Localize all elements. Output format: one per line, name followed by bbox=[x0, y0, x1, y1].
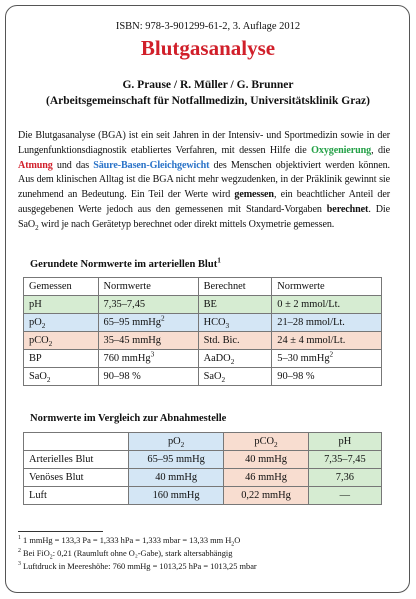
keyword-berechnet: berechnet bbox=[326, 203, 369, 215]
cell-text: AaDO bbox=[203, 353, 231, 364]
cell-text: HCO bbox=[203, 317, 226, 328]
footnote-text: 1 mmHg = 133,3 Pa = 1,333 hPa = 1,333 mbar = 13,33 mm H bbox=[23, 536, 232, 545]
keyword-gemessen: gemessen bbox=[234, 189, 274, 201]
cell bbox=[198, 350, 272, 368]
cell bbox=[98, 314, 198, 332]
cell-text: SaO bbox=[203, 371, 222, 382]
cell: — bbox=[308, 487, 381, 505]
keyword-atmung: Atmung bbox=[18, 159, 53, 171]
cell-text: 65–95 mmHg bbox=[103, 317, 161, 328]
intro-text: . Die SaO bbox=[18, 203, 390, 230]
subscript: 2 bbox=[180, 441, 185, 450]
cell-text: pO bbox=[29, 317, 42, 328]
footnote-ref: 2 bbox=[329, 350, 334, 359]
subscript: 3 bbox=[225, 322, 230, 331]
subscript: 2 bbox=[231, 541, 235, 548]
cell bbox=[24, 314, 99, 332]
subscript: 2 bbox=[41, 322, 46, 331]
intro-text: , ein beachtlicher Anteil der ausgegebenen Werte jedoch aus den gemessenen mit Standard-Vorgaben bbox=[18, 189, 390, 215]
cell bbox=[272, 350, 382, 368]
isbn-line: ISBN: 978-3-901299-61-2, 3. Auflage 2012 bbox=[115, 21, 301, 32]
cell bbox=[198, 314, 272, 332]
sampling-site-comparison-table bbox=[23, 432, 382, 505]
cell-text: 21–28 mmol/Lt. bbox=[277, 317, 345, 328]
column-header: Normwerte bbox=[272, 278, 382, 296]
footnote-ref: 1 bbox=[217, 255, 221, 265]
subscript: 2 bbox=[221, 376, 226, 385]
cell bbox=[198, 332, 272, 350]
cell: 7,36 bbox=[308, 469, 381, 487]
cell bbox=[272, 314, 382, 332]
subscript: 2 bbox=[230, 358, 235, 367]
cell bbox=[24, 350, 99, 368]
subscript: 2 bbox=[35, 223, 39, 232]
cell-text: 760 mmHg bbox=[103, 353, 151, 364]
table-row bbox=[24, 350, 382, 368]
cell: 40 mmHg bbox=[224, 451, 308, 469]
footnote-number: 1 bbox=[18, 535, 21, 542]
cell-text: 5–30 mmHg bbox=[277, 353, 330, 364]
intro-text: Die Blutgasanalyse (BGA) ist ein seit Jahren in der Intensiv- und Sportmedizin sowie in der Lungenfunktionsdiagnostik etabliertes Verfahren, mit dessen Hilfe die bbox=[18, 130, 390, 156]
cell bbox=[24, 332, 99, 350]
table-header-row bbox=[24, 433, 382, 451]
footnote-text: Luftdruck in Meereshöhe: 760 mmHg = 1013,25 hPa = 1013,25 mbar bbox=[23, 562, 257, 571]
cell bbox=[272, 332, 382, 350]
cell-text: 24 ± 4 mmol/Lt. bbox=[277, 335, 346, 346]
cell bbox=[98, 350, 198, 368]
column-header bbox=[308, 433, 381, 451]
column-header: Berechnet bbox=[198, 278, 272, 296]
footnote-ref: 3 bbox=[150, 350, 155, 359]
table-row bbox=[24, 451, 382, 469]
cell bbox=[24, 296, 99, 314]
cell bbox=[24, 368, 99, 386]
subscript: 2 bbox=[48, 340, 53, 349]
cell-text: 90–98 % bbox=[277, 371, 315, 382]
page-title: Blutgasanalyse bbox=[140, 36, 276, 60]
table-row bbox=[24, 332, 382, 350]
header-text: pO bbox=[167, 436, 181, 447]
cell-text: 0 ± 2 mmol/Lt. bbox=[277, 299, 341, 310]
keyword-oxygenierung: Oxygenierung bbox=[311, 144, 372, 156]
intro-text: wird je nach Gerätetyp berechnet oder direkt mittels Oxymetrie gemessen. bbox=[38, 218, 335, 230]
footnote-number: 3 bbox=[18, 561, 21, 568]
subscript: 2 bbox=[274, 441, 278, 450]
cell bbox=[98, 368, 198, 386]
cell-text: 90–98 % bbox=[103, 371, 141, 382]
column-header bbox=[224, 433, 308, 451]
cell: 40 mmHg bbox=[128, 469, 223, 487]
header-text: pCO bbox=[254, 436, 275, 447]
table-row bbox=[24, 296, 382, 314]
table-header-row bbox=[24, 278, 382, 296]
cell-text: BP bbox=[29, 353, 42, 364]
cell-text: SaO bbox=[29, 371, 47, 382]
table2-title: Normwerte im Vergleich zur Abnahmestelle bbox=[30, 413, 227, 424]
footnote-3 bbox=[18, 562, 257, 572]
cell-text: 35–45 mmHg bbox=[103, 335, 161, 346]
cell bbox=[272, 368, 382, 386]
authors: G. Prause / R. Müller / G. Brunner bbox=[122, 79, 294, 91]
cell-text: 7,35–7,45 bbox=[103, 299, 146, 310]
empty-corner-cell bbox=[24, 433, 129, 451]
cell: 0,22 mmHg bbox=[224, 487, 308, 505]
table-row bbox=[24, 314, 382, 332]
cell bbox=[198, 368, 272, 386]
arterial-normvalues-table bbox=[23, 277, 382, 386]
keyword-saeure-basen: Säure-Basen-Gleichgewicht bbox=[93, 159, 210, 171]
footnote-text: O bbox=[234, 536, 241, 545]
cell: 7,35–7,45 bbox=[308, 451, 381, 469]
row-label: Arterielles Blut bbox=[24, 451, 129, 469]
table1-title-text: Gerundete Normwerte im arteriellen Blut bbox=[30, 259, 218, 270]
cell: 160 mmHg bbox=[128, 487, 223, 505]
cell-text: pCO bbox=[29, 335, 49, 346]
cell: 65–95 mmHg bbox=[128, 451, 223, 469]
cell-text: Std. Bic. bbox=[203, 335, 240, 346]
column-header bbox=[128, 433, 223, 451]
footnote-1 bbox=[18, 536, 240, 546]
table-row bbox=[24, 368, 382, 386]
header-text: pH bbox=[338, 436, 352, 447]
row-label: Venöses Blut bbox=[24, 469, 129, 487]
subscript: 2 bbox=[46, 376, 51, 385]
footnote-text: Bei FiO bbox=[23, 549, 50, 558]
intro-paragraph bbox=[18, 129, 390, 233]
footnote-text: : 0,21 (Raumluft ohne O₂-Gabe), stark altersabhängig bbox=[52, 549, 233, 558]
intro-text: , die bbox=[371, 144, 390, 156]
cell-text: BE bbox=[203, 299, 217, 310]
footnote-ref: 2 bbox=[160, 314, 165, 323]
column-header: Normwerte bbox=[98, 278, 198, 296]
footnote-2 bbox=[18, 549, 232, 559]
intro-text: des Menschen objektiviert werden können. Aus dem klinischen Alltag ist die BGA nicht mehr wegzudenken, in der Präklinik gewinnt sie zunehmend an Bedeutung. Ein Teil der Werte wird bbox=[18, 159, 390, 201]
intro-text: und das bbox=[52, 159, 94, 171]
cell-text: pH bbox=[29, 299, 42, 310]
cell bbox=[272, 296, 382, 314]
table-row bbox=[24, 469, 382, 487]
footnote-number: 2 bbox=[18, 548, 21, 555]
table-row bbox=[24, 487, 382, 505]
row-label: Luft bbox=[24, 487, 129, 505]
subscript: 2 bbox=[49, 554, 53, 561]
footnote-divider bbox=[18, 531, 103, 532]
affiliation: (Arbeitsgemeinschaft für Notfallmedizin, Universitätsklinik Graz) bbox=[46, 95, 370, 107]
column-header: Gemessen bbox=[24, 278, 99, 296]
cell: 46 mmHg bbox=[224, 469, 308, 487]
cell bbox=[98, 296, 198, 314]
cell bbox=[198, 296, 272, 314]
cell bbox=[98, 332, 198, 350]
table1-title bbox=[30, 255, 221, 270]
